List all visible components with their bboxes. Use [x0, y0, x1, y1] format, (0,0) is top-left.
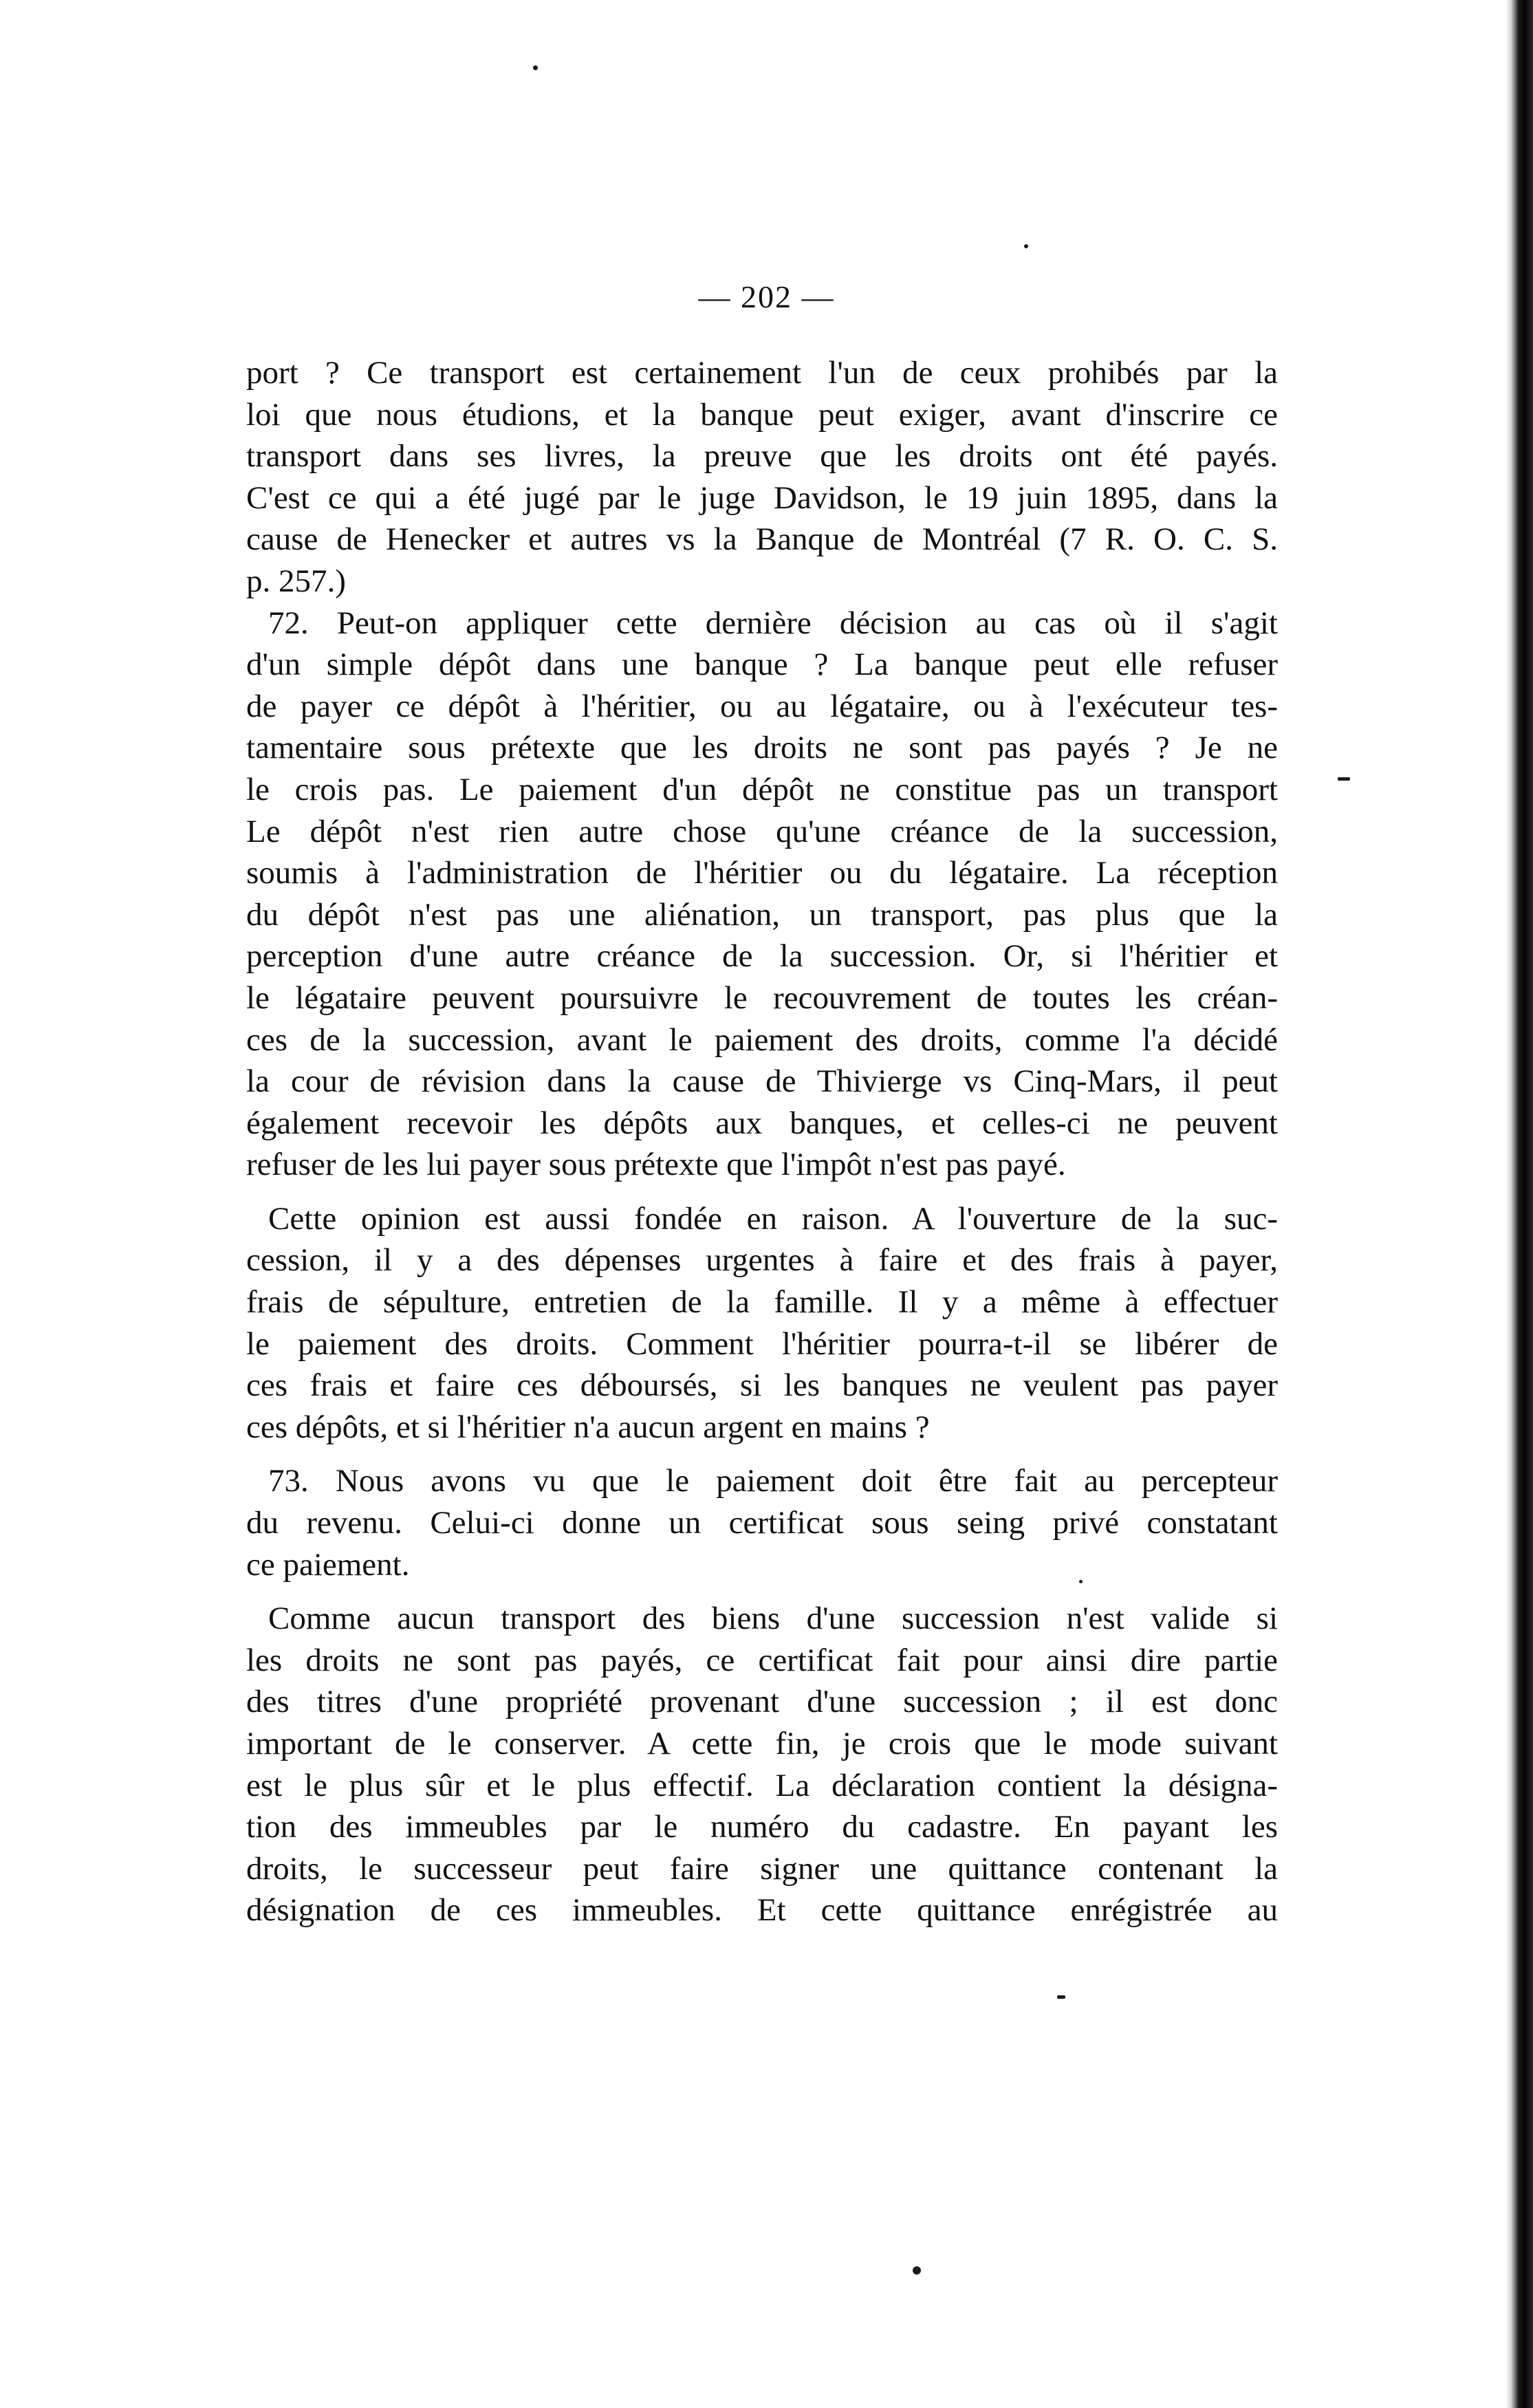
text-line: cause de Henecker et autres vs la Banque de Montréal (7 R. O. C. S. [246, 521, 1278, 558]
text-line: le crois pas. Le paiement d'un dépôt ne constitue pas un transport [246, 771, 1278, 807]
text-line: la cour de révision dans la cause de Thivierge vs Cinq-Mars, il peut [246, 1063, 1278, 1100]
text-line: 72. Peut-on appliquer cette dernière décision au cas où il s'agit [268, 605, 1278, 641]
ink-speck [1057, 1995, 1065, 1999]
text-line: important de le conserver. A cette fin, je crois que le mode suivant [246, 1726, 1278, 1761]
ink-speck [533, 65, 538, 70]
text-line: port ? Ce transport est certainement l'un de ceux prohibés par la [246, 355, 1278, 391]
text-line: ces frais et faire ces déboursés, si les banques ne veulent pas payer [246, 1367, 1278, 1404]
text-line: frais de sépulture, entretien de la famille. Il y a même à effectuer [246, 1284, 1278, 1321]
text-line: refuser de les lui payer sous prétexte que l'impôt n'est pas payé. [246, 1147, 1066, 1183]
text-line: Le dépôt n'est rien autre chose qu'une créance de la succession, [246, 813, 1278, 849]
text-line: droits, le successeur peut faire signer une quittance contenant la [246, 1850, 1278, 1887]
text-line: loi que nous étudions, et la banque peut exiger, avant d'inscrire ce [246, 396, 1278, 433]
text-line: également recevoir les dépôts aux banques, et celles-ci ne peuvent [246, 1105, 1278, 1141]
paragraph [246, 1598, 1278, 1931]
text-line: désignation de ces immeubles. Et cette quittance enrégistrée au [246, 1892, 1278, 1929]
text-line: des titres d'une propriété provenant d'une succession ; il est donc [246, 1684, 1278, 1720]
text-line: Comme aucun transport des biens d'une succession n'est valide si [268, 1601, 1278, 1637]
text-line: du dépôt n'est pas une aliénation, un transport, pas plus que la [246, 896, 1278, 933]
text-line: le légataire peuvent poursuivre le recouvrement de toutes les créan- [246, 979, 1278, 1016]
text-line: le paiement des droits. Comment l'héritier pourra-t-il se libérer de [246, 1325, 1278, 1362]
text-line: est le plus sûr et le plus effectif. La déclaration contient la désigna- [246, 1767, 1278, 1803]
text-line: du revenu. Celui-ci donne un certificat sous seing privé constatant [246, 1505, 1278, 1541]
text-line: C'est ce qui a été jugé par le juge Davidson, le 19 juin 1895, dans la [246, 479, 1278, 516]
ink-speck [1338, 777, 1350, 781]
text-line: ce paiement. [246, 1546, 410, 1583]
ink-speck [1024, 244, 1028, 248]
text-line: p. 257.) [246, 563, 346, 599]
text-line: tion des immeubles par le numéro du cadastre. En payant les [246, 1809, 1278, 1845]
text-line: les droits ne sont pas payés, ce certificat fait pour ainsi dire partie [246, 1642, 1278, 1678]
paragraph [246, 352, 1278, 603]
book-spine-shadow [1505, 0, 1533, 2408]
paragraph [246, 1460, 1278, 1585]
text-line: 73. Nous avons vu que le paiement doit être fait au percepteur [268, 1463, 1278, 1499]
text-line: cession, il y a des dépenses urgentes à faire et des frais à payer, [246, 1242, 1278, 1279]
text-line: perception d'une autre créance de la succession. Or, si l'héritier et [246, 938, 1278, 975]
text-line: d'un simple dépôt dans une banque ? La banque peut elle refuser [246, 647, 1278, 683]
page-number: — 202 — [698, 279, 835, 314]
body-text [246, 352, 1278, 1931]
text-line: soumis à l'administration de l'héritier ou du légataire. La réception [246, 855, 1278, 891]
paragraph [246, 1198, 1278, 1449]
text-line: tamentaire sous prétexte que les droits ne sont pas payés ? Je ne [246, 730, 1278, 766]
text-line: de payer ce dépôt à l'héritier, ou au légataire, ou à l'exécuteur tes- [246, 688, 1278, 724]
text-line: transport dans ses livres, la preuve que les droits ont été payés. [246, 438, 1278, 475]
text-line: ces de la succession, avant le paiement des droits, comme l'a décidé [246, 1021, 1278, 1058]
text-line: ces dépôts, et si l'héritier n'a aucun argent en mains ? [246, 1409, 930, 1445]
text-line: Cette opinion est aussi fondée en raison. A l'ouverture de la suc- [268, 1200, 1278, 1237]
paragraph [246, 603, 1278, 1186]
ink-speck [913, 2266, 921, 2275]
